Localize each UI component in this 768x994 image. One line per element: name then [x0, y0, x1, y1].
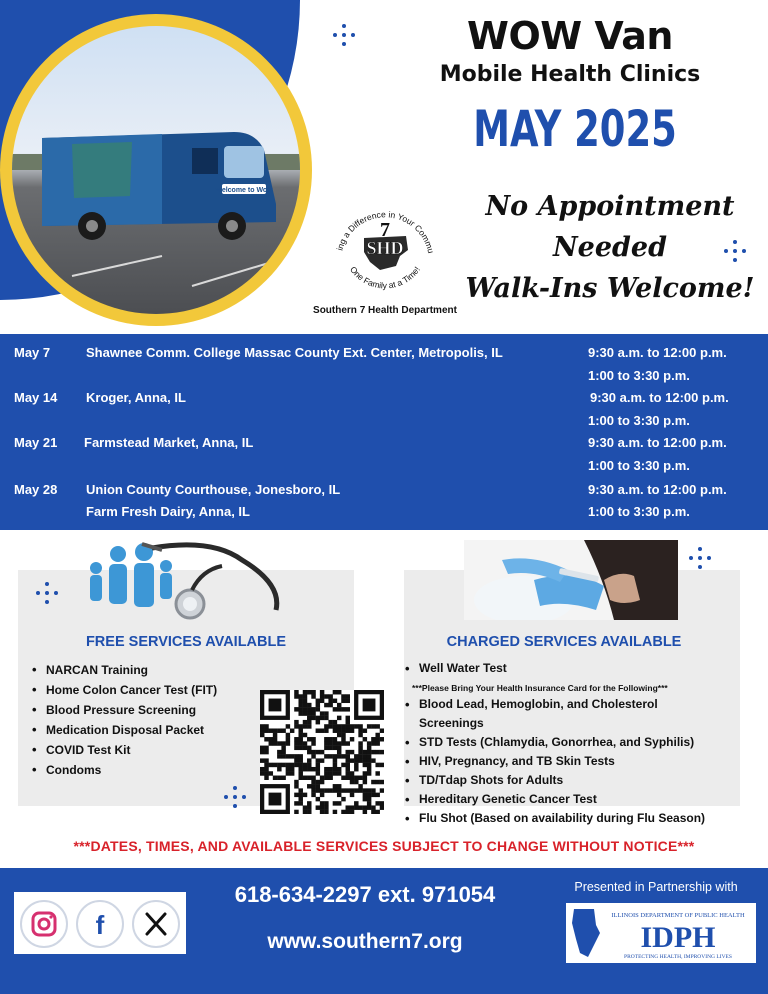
walk-in-line-1: No Appointment: [485, 191, 735, 222]
schedule-time: 1:00 to 3:30 p.m.: [588, 368, 690, 383]
list-item: • Blood Lead, Hemoglobin, and Cholesterol Screenings: [403, 695, 705, 733]
vaccination-photo: [464, 540, 678, 620]
schedule-location: Kroger, Anna, IL: [86, 390, 186, 405]
schedule-time: 9:30 a.m. to 12:00 p.m.: [588, 345, 727, 360]
svg-text:SHD: SHD: [366, 238, 404, 258]
partner-caption: Presented in Partnership with: [574, 880, 738, 894]
schedule-date: May 14: [14, 390, 58, 405]
van-photo: [0, 14, 312, 326]
website-link[interactable]: www.southern7.org: [267, 930, 463, 953]
schedule-location: Union County Courthouse, Jonesboro, IL: [86, 482, 341, 497]
schedule-date: May 21: [14, 435, 58, 450]
schedule-location: Farmstead Market, Anna, IL: [84, 435, 254, 450]
list-item: • STD Tests (Chlamydia, Gonorrhea, and Syphilis): [403, 733, 705, 752]
decorative-dots: [333, 24, 355, 46]
schedule-location: Farm Fresh Dairy, Anna, IL: [86, 504, 250, 519]
decorative-dots: [36, 582, 58, 604]
decorative-dots: [689, 547, 711, 569]
list-item: • Flu Shot (Based on availability during Flu Season): [403, 809, 705, 828]
walk-in-line-3: Walk-Ins Welcome!: [465, 273, 755, 304]
list-item: • Home Colon Cancer Test (FIT): [30, 680, 217, 700]
schedule-time: 1:00 to 3:30 p.m.: [588, 458, 690, 473]
list-item: • Blood Pressure Screening: [30, 700, 217, 720]
x-icon[interactable]: [132, 900, 180, 948]
svg-text:f: f: [95, 910, 105, 940]
schedule-date: May 7: [14, 345, 51, 360]
list-item: • HIV, Pregnancy, and TB Skin Tests: [403, 752, 705, 771]
svg-text:IDPH: IDPH: [640, 921, 716, 954]
svg-text:PROTECTING HEALTH, IMPROVING L: PROTECTING HEALTH, IMPROVING LIVES: [624, 954, 732, 960]
free-services-list: [30, 660, 217, 780]
schedule-time: 9:30 a.m. to 12:00 p.m.: [590, 390, 729, 405]
svg-text:One Family at a Time!: One Family at a Time!: [348, 264, 422, 291]
organization-caption: Southern 7 Health Department: [313, 305, 457, 316]
van-sign-text: Welcome to Wow: [215, 187, 273, 194]
disclaimer-text: ***DATES, TIMES, AND AVAILABLE SERVICES SUBJECT TO CHANGE WITHOUT NOTICE***: [73, 838, 695, 854]
list-item: • Hereditary Genetic Cancer Test: [403, 790, 705, 809]
free-services-heading: FREE SERVICES AVAILABLE: [85, 634, 287, 650]
decorative-dots: [724, 240, 746, 262]
page-title: WOW Van: [467, 14, 673, 58]
walk-in-line-2: Needed: [553, 232, 667, 263]
charged-services-list: [403, 659, 507, 678]
qr-code[interactable]: [260, 690, 384, 814]
idph-logo: [566, 903, 756, 963]
list-item: • COVID Test Kit: [30, 740, 217, 760]
svg-text:ILLINOIS DEPARTMENT OF PUBLIC: ILLINOIS DEPARTMENT OF PUBLIC HEALTH: [611, 912, 745, 919]
list-item: • Medication Disposal Packet: [30, 720, 217, 740]
schedule-time: 9:30 a.m. to 12:00 p.m.: [588, 482, 727, 497]
svg-text:7: 7: [380, 219, 390, 241]
schedule-time: 9:30 a.m. to 12:00 p.m.: [588, 435, 727, 450]
walk-in-message: [455, 186, 765, 309]
charged-services-list: [403, 695, 705, 828]
page-subtitle: Mobile Health Clinics: [439, 62, 701, 87]
svg-text:Making a Difference in Your Co: ing a Difference in Your Commu: [334, 209, 437, 255]
decorative-dots: [224, 786, 246, 808]
family-stethoscope-image: [82, 540, 292, 624]
instagram-icon[interactable]: [20, 900, 68, 948]
schedule-section: [0, 334, 768, 530]
list-item: • TD/Tdap Shots for Adults: [403, 771, 705, 790]
schedule-location: Shawnee Comm. College Massac County Ext. Center, Metropolis, IL: [86, 345, 503, 360]
charged-services-heading: CHARGED SERVICES AVAILABLE: [446, 634, 682, 650]
month-heading: MAY 2025: [473, 100, 677, 158]
list-item: • Well Water Test: [403, 659, 507, 678]
schedule-time: 1:00 to 3:30 p.m.: [588, 504, 690, 519]
facebook-icon[interactable]: [76, 900, 124, 948]
schedule-date: May 28: [14, 482, 58, 497]
list-item: • Condoms: [30, 760, 217, 780]
phone-number[interactable]: 618-634-2297 ext. 971054: [234, 882, 496, 907]
list-item: • NARCAN Training: [30, 660, 217, 680]
shd-seal-logo: [330, 190, 440, 300]
insurance-note: ***Please Bring Your Health Insurance Card for the Following***: [412, 683, 668, 693]
schedule-time: 1:00 to 3:30 p.m.: [588, 413, 690, 428]
